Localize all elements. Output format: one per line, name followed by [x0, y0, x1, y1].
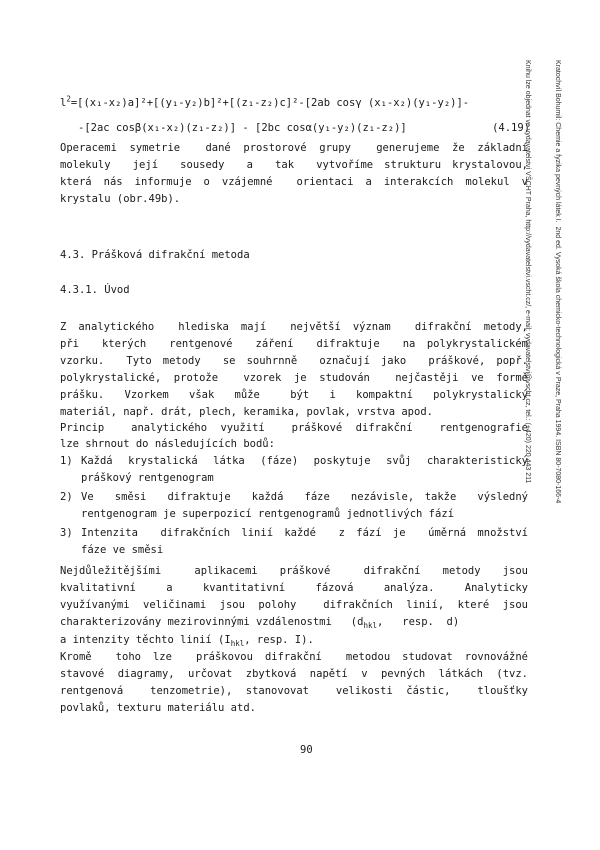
list-item-line: fáze ve směsi [81, 544, 164, 556]
list-number: 2) [60, 491, 73, 503]
paragraph-1-line: molekuly její sousedy a tak vytvoříme strukturu krystalovou, [60, 159, 528, 171]
subsection-heading: 4.3.1. Úvod [60, 284, 130, 296]
side-note [502, 60, 582, 600]
paragraph-3-line: lze shrnout do následujících bodů: [60, 438, 275, 450]
paragraph-2-line: polykrystalické, protože vzorek je studován nejčastěji ve formě [60, 372, 528, 384]
list-item-line: práškový rentgenogram [81, 472, 214, 484]
list-item-line: rentgenogram je superpozicí rentgenogramů jednotlivých fází [81, 508, 454, 520]
list-number: 3) [60, 527, 73, 539]
equation-line-1: $l^2=[(x_1-x_2)a]^2+[(y_1-y_2)b]^2+[(z_1-z_2)c]^2-[2ab$ cosγ (x₁-x₂)(y₁-y₂)]- [60, 94, 470, 109]
paragraph-4-line: kvalitativní a kvantitativní fázová analýza. Analyticky [60, 582, 528, 594]
paragraph-4-line: a intenzity těchto linií ($I_{hkl}$, resp. I). [60, 634, 314, 649]
paragraph-4-line: charakterizovány mezirovinnými vzdálenostmi ($d_{hkl}$, resp. d) [60, 616, 460, 631]
page-number: 90 [300, 744, 313, 756]
side-note-line: Kratochvíl Bohumil: Chemie a fyzika pevných látek I. 2nd ed. Vysoká škola chemicko-technologická v Praze, Praha 1994. ISBN 80-7080-166-4 [554, 60, 561, 504]
side-note-line: Knihu lze objednat ve vydavatelství VŠCHT Praha, http://vydavatelstvi.vscht.cz/, e-mail: vydavatelstvi@vscht.cz, tel.: (+420) 220 443 211 [524, 60, 531, 484]
list-item-line: Ve směsi difraktuje každá fáze nezávisle, takže výsledný [81, 491, 528, 503]
paragraph-5-line: stavové diagramy, určovat zbytková napětí v pevných látkách (tvz. [60, 668, 528, 680]
paragraph-1-line: Operacemi symetrie dané prostorové grupy generujeme že základní [60, 142, 528, 154]
list-item-line: Intenzita difrakčních linií každé z fází je úměrná množství [81, 527, 528, 539]
paragraph-1-line: krystalu (obr.49b). [60, 193, 181, 205]
paragraph-4-line: Nejdůležitějšími aplikacemi práškové difrakční metody jsou [60, 565, 528, 577]
paragraph-2-line: materiál, např. drát, plech, keramika, povlak, vrstva apod. [60, 406, 433, 418]
equation-number: (4.19) [492, 122, 530, 134]
list-number: 1) [60, 455, 73, 467]
equation-line-2: -[2ac cosβ(x₁-x₂)(z₁-z₂)] - [2bc cosα(y₁-y₂)(z₁-z₂)] (4.19) [78, 122, 530, 134]
section-heading: 4.3. Prášková difrakční metoda [60, 249, 250, 261]
paragraph-4-line: využívanými veličinami jsou polohy difrakčních linií, které jsou [60, 599, 528, 611]
paragraph-2-line: při kterých rentgenové záření difraktuje na polykrystalickém [60, 338, 528, 350]
paragraph-5-line: rentgenová tenzometrie), stanovovat velikosti částic, tloušťky [60, 685, 528, 697]
paragraph-2-line: prášku. Vzorkem však může být i kompaktní polykrystalický [60, 389, 528, 401]
paragraph-2-line: vzorku. Tyto metody se souhrnně označují jako práškové, popř. [60, 355, 528, 367]
list-item-line: Každá krystalická látka (fáze) poskytuje svůj charakteristický [81, 455, 528, 467]
paragraph-2-line: Z analytického hlediska mají největší význam difrakční metody, [60, 321, 528, 333]
paragraph-1-line: která nás informuje o vzájemné orientaci a interakcích molekul v [60, 176, 528, 188]
paragraph-3-line: Princip analytického využití práškové difrakční rentgenografie [60, 422, 528, 434]
paragraph-5-line: Kromě toho lze práškovou difrakční metodou studovat rovnovážné [60, 651, 528, 663]
paragraph-5-line: povlaků, texturu materiálu atd. [60, 702, 256, 714]
